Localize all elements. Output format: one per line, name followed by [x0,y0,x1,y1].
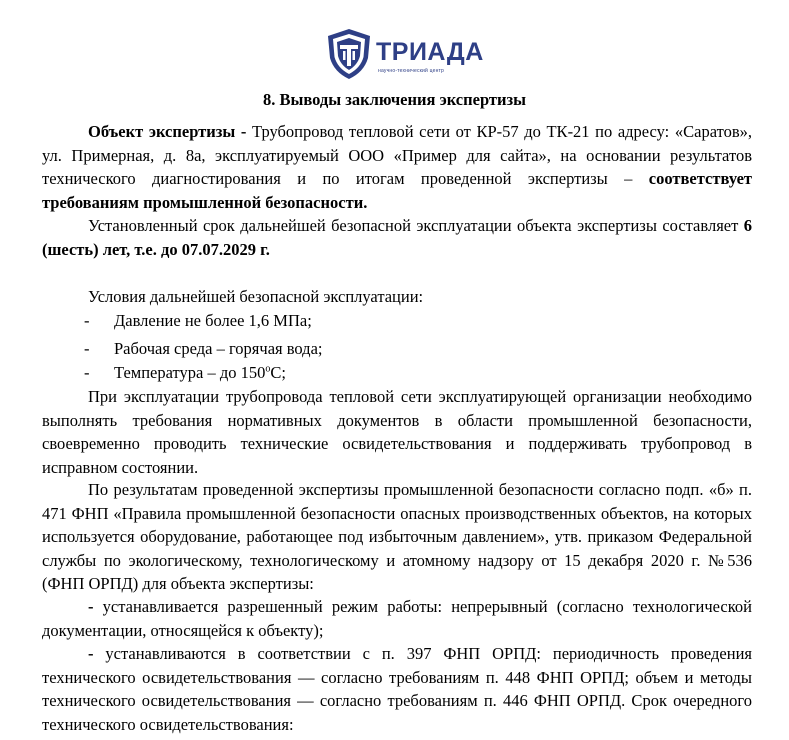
condition-pressure: Давление не более 1,6 МПа; [114,311,312,330]
object-description: Трубопровод тепловой сети от КР-57 до ТК-21 по адресу: «Саратов», ул. Примерная, д. 8а, эксплуатируемый ООО «Пример для сайта», на основании результатов технического диагностирования и по итогам проведенной экспертизы – [42,122,752,189]
bullet-dash: - [88,597,94,616]
logo-name: ТРИАДА [376,38,484,66]
condition-temperature: Температура – до 150 [114,363,266,382]
section-heading: 8. Выводы заключения экспертизы [262,90,527,109]
term-value: 6 (шесть) лет, т.е. до 07.07.2029 г. [42,216,752,259]
term-text: Установленный срок дальнейшей безопасной эксплуатации объекта экспертизы составляет [88,216,744,235]
inspection-text: устанавливаются в соответствии с п. 397 ФНП ОРПД: периодичность проведения технического освидетельствования — согласно требованиям п. 448 ФНП ОРПД; объем и методы технического освидетельствования — согласно требованиям п. 446 ФНП ОРПД. Срок очередного технического освидетельствования: [42,644,752,734]
paragraph-service-term [42,214,752,261]
paragraph-expertise-results: По результатам проведенной экспертизы промышленной безопасности согласно подп. «б» п. 471 ФНП «Правила промышленной безопасности опасных производственных объектов, на которых используется оборудование, работающее под избыточным давлением», утв. приказом Федеральной службы по экологическому, технологическому и атомному надзору от 15 декабря 2020 г. №536 (ФНП ОРПД) для объекта экспертизы: [42,480,752,594]
condition-item [84,309,484,333]
bullet-dash: - [84,339,90,358]
company-logo [326,28,484,82]
shield-logo-icon [326,28,372,80]
logo-subtitle: научно-технический центр [378,68,445,74]
temperature-unit: С; [270,363,286,382]
paragraph-inspection [42,642,752,736]
bullet-dash: - [88,644,94,663]
condition-item [84,361,484,385]
conditions-title: Условия дальнейшей безопасной эксплуатации: [88,287,424,306]
degree-sign: о [265,363,271,375]
condition-item [84,337,484,361]
condition-medium: Рабочая среда – горячая вода; [114,339,323,358]
paragraph-operating-mode [42,595,752,642]
paragraph-expertise-object [42,120,752,214]
bullet-dash: - [84,363,90,382]
object-label: Объект экспертизы - [88,122,247,141]
bullet-dash: - [84,311,90,330]
paragraph-operation-requirements: При эксплуатации трубопровода тепловой сети эксплуатирующей организации необходимо выполнять требования нормативных документов в области промышленной безопасности, своевременно проводить технические освидетельствования и поддерживать трубопровод в исправном состоянии. [42,387,752,477]
operating-mode-text: устанавливается разрешенный режим работы: непрерывный (согласно технологической документации, относящейся к объекту); [42,597,752,640]
compliance-conclusion: соответствует требованиям промышленной безопасности. [42,169,752,212]
